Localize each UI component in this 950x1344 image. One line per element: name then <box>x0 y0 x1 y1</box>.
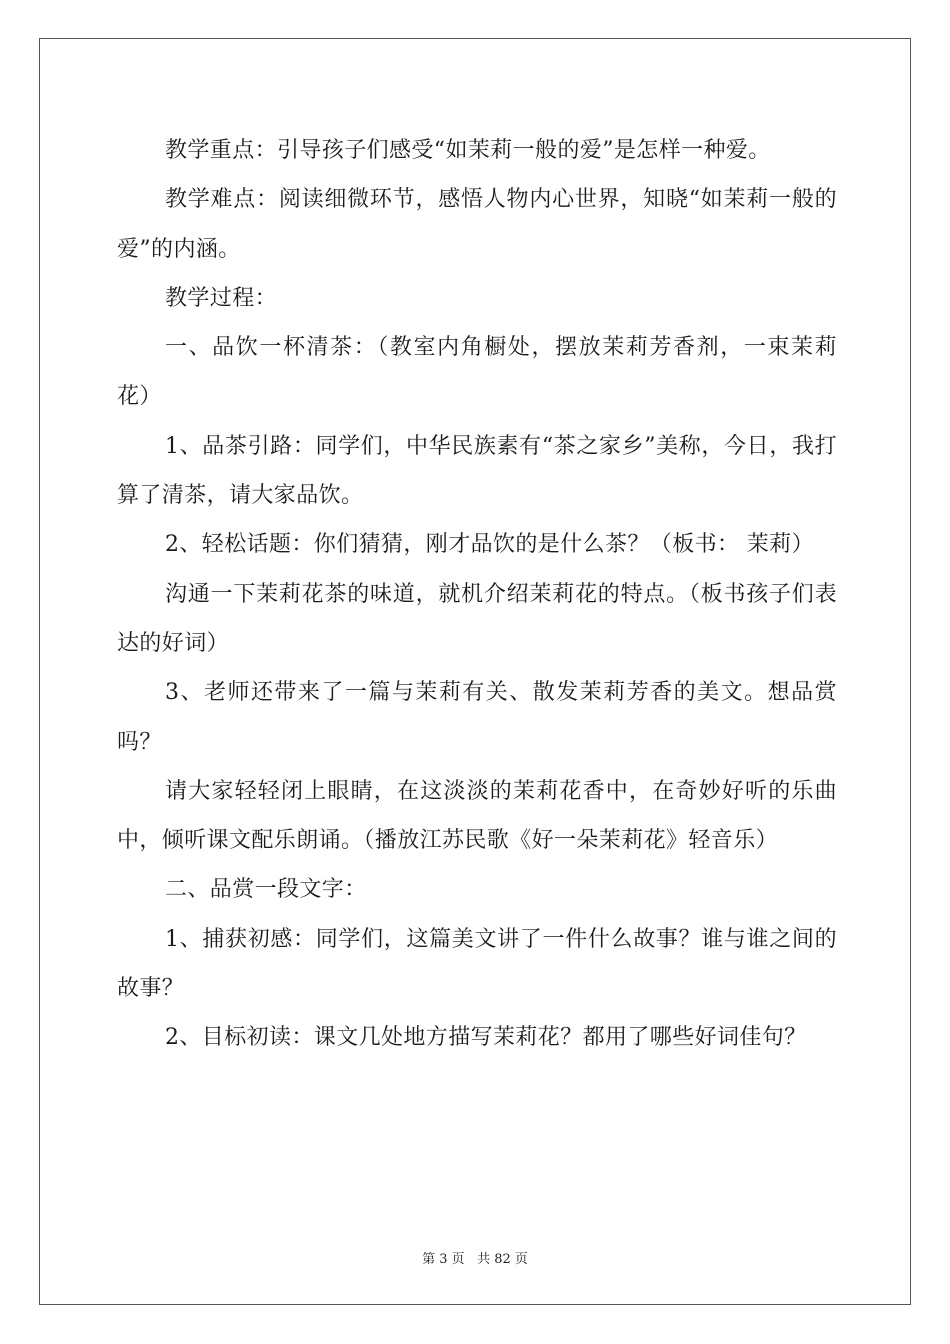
paragraph-step-3: 3、老师还带来了一篇与茉莉有关、散发茉莉芳香的美文。想品赏吗？ <box>117 680 837 755</box>
paragraph-teaching-difficulty: 教学难点：阅读细微环节，感悟人物内心世界，知晓“如茉莉一般的爱”的内涵。 <box>117 187 837 262</box>
paragraph-listening: 请大家轻轻闭上眼睛，在这淡淡的茉莉花香中，在奇妙好听的乐曲中，倾听课文配乐朗诵。（播放江苏民歌《好一朵茉莉花》轻音乐） <box>117 778 837 854</box>
page-number: 第 3 页 <box>422 1252 465 1267</box>
paragraph-section-two: 二、品赏一段文字： <box>165 877 367 903</box>
paragraph-target-reading: 2、目标初读：课文几处地方描写茉莉花？都用了哪些好词佳句？ <box>165 1025 807 1051</box>
paragraph-step-1: 1、品茶引路：同学们，中华民族素有“茶之家乡”美称，今日，我打算了清茶，请大家品饮。 <box>117 433 837 509</box>
paragraph-teaching-focus: 教学重点：引导孩子们感受“如茉莉一般的爱”是怎样一种爱。 <box>165 138 771 163</box>
paragraph-step-2: 2、轻松话题：你们猜猜，刚才品饮的是什么茶？（板书： 茉莉） <box>165 532 814 558</box>
page-total: 共 82 页 <box>477 1252 528 1267</box>
paragraph-teaching-process: 教学过程： <box>165 285 278 311</box>
page-footer <box>0 1248 950 1267</box>
paragraph-section-one: 一、品饮一杯清茶：（教室内角橱处，摆放茉莉芳香剂，一束茉莉花） <box>117 335 837 410</box>
paragraph-discussion: 沟通一下茉莉花茶的味道，就机介绍茉莉花的特点。（板书孩子们表达的好词） <box>117 581 837 656</box>
document-body <box>117 126 837 1063</box>
paragraph-first-impression: 1、捕获初感：同学们，这篇美文讲了一件什么故事？谁与谁之间的故事？ <box>117 926 837 1002</box>
